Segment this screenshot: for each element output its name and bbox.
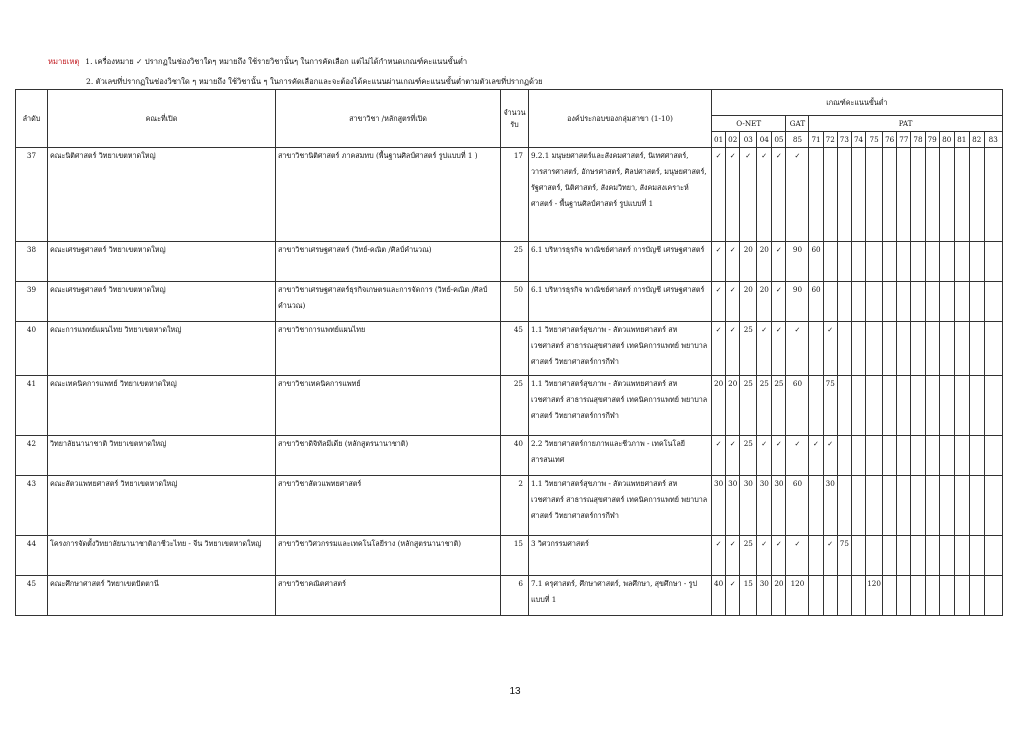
notes-label: หมายเหตุ (48, 57, 80, 66)
seats-cell: 25 (501, 242, 529, 282)
score-column-header: 83 (984, 132, 1002, 148)
score-cell: 20 (740, 242, 757, 282)
seats-cell: 45 (501, 322, 529, 376)
components-cell: 7.1 ครุศาสตร์, ศึกษาศาสตร์, พลศึกษา, สุขศึกษา - รูปแบบที่ 1 (529, 576, 712, 616)
faculty-cell: คณะการแพทย์แผนไทย วิทยาเขตหาดใหญ่ (48, 322, 276, 376)
score-column-header: 74 (851, 132, 865, 148)
faculty-cell: โครงการจัดตั้งวิทยาลัยนานาชาติอาชีวะไทย - จีน วิทยาเขตหาดใหญ่ (48, 536, 276, 576)
score-cell: 25 (740, 376, 757, 436)
score-cell: ✓ (786, 536, 809, 576)
score-cell (851, 148, 865, 242)
score-column-header: 71 (809, 132, 823, 148)
score-cell: 30 (726, 476, 740, 536)
score-cell (809, 148, 823, 242)
row-number: 40 (16, 322, 48, 376)
score-cell (851, 282, 865, 322)
admission-table (15, 89, 1003, 616)
score-cell: 25 (757, 376, 772, 436)
score-cell (823, 148, 837, 242)
score-cell (866, 476, 883, 536)
header-program: สาขาวิชา /หลักสูตรที่เปิด (276, 90, 501, 148)
row-number: 37 (16, 148, 48, 242)
score-cell: 20 (757, 242, 772, 282)
score-cell: 120 (786, 576, 809, 616)
score-cell (969, 148, 984, 242)
score-cell (809, 576, 823, 616)
faculty-cell: คณะนิติศาสตร์ วิทยาเขตหาดใหญ่ (48, 148, 276, 242)
score-cell: ✓ (726, 282, 740, 322)
score-cell: ✓ (757, 536, 772, 576)
score-cell (809, 376, 823, 436)
score-cell (866, 376, 883, 436)
score-cell (984, 148, 1002, 242)
program-cell: สาขาวิชาเทคนิคการแพทย์ (276, 376, 501, 436)
score-cell: 30 (757, 576, 772, 616)
score-cell: 40 (712, 576, 726, 616)
score-cell (925, 282, 939, 322)
score-cell: 30 (823, 476, 837, 536)
header-seats-line2: รับ (510, 119, 519, 129)
score-cell: ✓ (757, 322, 772, 376)
row-number: 39 (16, 282, 48, 322)
score-cell (911, 282, 925, 322)
score-cell (866, 536, 883, 576)
score-cell (897, 376, 911, 436)
table-row (16, 576, 1003, 616)
page-number: 13 (509, 686, 521, 697)
score-cell: 20 (757, 282, 772, 322)
score-cell (984, 322, 1002, 376)
notes (48, 52, 543, 92)
score-cell (939, 242, 954, 282)
score-cell (911, 376, 925, 436)
score-cell (883, 322, 897, 376)
table-row (16, 242, 1003, 282)
score-cell (925, 242, 939, 282)
score-cell (837, 476, 851, 536)
table-row (16, 436, 1003, 476)
score-cell (954, 376, 969, 436)
score-cell (984, 376, 1002, 436)
program-cell: สาขาวิชาสัตวแพทยศาสตร์ (276, 476, 501, 536)
score-cell (984, 242, 1002, 282)
score-cell (837, 148, 851, 242)
note-line-1: 1. เครื่องหมาย ✓ ปรากฏในช่องวิชาใดๆ หมายถึง ใช้รายวิชานั้นๆ ในการคัดเลือก แต่ไม่ได้กำหนดเกณฑ์คะแนนขั้นต่ำ (85, 57, 468, 66)
score-cell (939, 536, 954, 576)
score-cell: 25 (740, 536, 757, 576)
score-cell (851, 376, 865, 436)
row-number: 44 (16, 536, 48, 576)
header-min-score: เกณฑ์คะแนนขั้นต่ำ (712, 90, 1003, 116)
program-cell: สาขาวิชาเศรษฐศาสตร์ธุรกิจเกษตรและการจัดการ (วิทย์-คณิต /ศิลป์คำนวณ) (276, 282, 501, 322)
score-cell (911, 576, 925, 616)
score-cell (911, 536, 925, 576)
score-cell: 25 (740, 436, 757, 476)
score-cell: 20 (726, 376, 740, 436)
components-cell: 2.2 วิทยาศาสตร์กายภาพและชีวภาพ - เทคโนโลยีสารสนเทศ (529, 436, 712, 476)
score-cell (897, 436, 911, 476)
score-cell: ✓ (712, 282, 726, 322)
score-cell (837, 576, 851, 616)
score-cell: 60 (809, 282, 823, 322)
program-cell: สาขาวิชาเศรษฐศาสตร์ (วิทย์-คณิต /ศิลป์คำนวณ) (276, 242, 501, 282)
header-components: องค์ประกอบของกลุ่มสาขา (1-10) (529, 90, 712, 148)
score-cell: ✓ (809, 436, 823, 476)
faculty-cell: คณะเศรษฐศาสตร์ วิทยาเขตหาดใหญ่ (48, 242, 276, 282)
row-number: 41 (16, 376, 48, 436)
score-column-header: 81 (954, 132, 969, 148)
score-cell: 90 (786, 242, 809, 282)
score-cell (969, 436, 984, 476)
score-cell: ✓ (757, 148, 772, 242)
score-cell (809, 322, 823, 376)
score-column-header: 82 (969, 132, 984, 148)
score-cell: 20 (772, 576, 786, 616)
score-cell (866, 148, 883, 242)
score-cell: ✓ (726, 148, 740, 242)
score-cell (883, 476, 897, 536)
score-cell (897, 576, 911, 616)
score-cell (969, 476, 984, 536)
score-cell (897, 242, 911, 282)
score-cell (883, 576, 897, 616)
score-cell (897, 322, 911, 376)
program-cell: สาขาวิชาดิจิทัลมีเดีย (หลักสูตรนานาชาติ) (276, 436, 501, 476)
score-cell (866, 282, 883, 322)
score-cell (851, 242, 865, 282)
score-column-header: 79 (925, 132, 939, 148)
score-cell: ✓ (772, 536, 786, 576)
score-cell (837, 242, 851, 282)
score-cell (883, 376, 897, 436)
seats-cell: 6 (501, 576, 529, 616)
score-cell (954, 242, 969, 282)
score-cell (809, 536, 823, 576)
score-cell: 25 (772, 376, 786, 436)
score-cell: ✓ (772, 282, 786, 322)
score-cell (925, 576, 939, 616)
score-cell (954, 576, 969, 616)
score-cell: ✓ (772, 242, 786, 282)
note-line-2: 2. ตัวเลขที่ปรากฏในช่องวิชาใด ๆ หมายถึง ใช้วิชานั้น ๆ ในการคัดเลือกและจะต้องได้คะแนนผ่านเกณฑ์คะแนนขั้นต่ำตามตัวเลขที่ปรากฏด้วย (86, 77, 543, 86)
score-cell (969, 376, 984, 436)
score-cell (911, 322, 925, 376)
score-cell (883, 148, 897, 242)
row-number: 42 (16, 436, 48, 476)
score-cell (851, 536, 865, 576)
score-cell (954, 436, 969, 476)
score-cell: ✓ (823, 322, 837, 376)
score-cell (911, 436, 925, 476)
faculty-cell: คณะศึกษาศาสตร์ วิทยาเขตปัตตานี (48, 576, 276, 616)
score-cell (883, 282, 897, 322)
score-cell: ✓ (772, 436, 786, 476)
score-column-header: 01 (712, 132, 726, 148)
header-seats (501, 90, 529, 148)
score-cell (925, 436, 939, 476)
faculty-cell: คณะเทคนิคการแพทย์ วิทยาเขตหาดใหญ่ (48, 376, 276, 436)
score-cell (837, 436, 851, 476)
score-cell: ✓ (712, 148, 726, 242)
score-cell (866, 436, 883, 476)
score-column-header: 75 (866, 132, 883, 148)
score-cell (925, 148, 939, 242)
score-cell: ✓ (712, 436, 726, 476)
score-cell: 90 (786, 282, 809, 322)
score-cell: ✓ (772, 322, 786, 376)
row-number: 38 (16, 242, 48, 282)
components-cell: 1.1 วิทยาศาสตร์สุขภาพ - สัตวแพทยศาสตร์ สหเวชศาสตร์ สาธารณสุขศาสตร์ เทคนิคการแพทย์ พยาบาลศาสตร์ วิทยาศาสตร์การกีฬา (529, 322, 712, 376)
header-faculty: คณะที่เปิด (48, 90, 276, 148)
score-cell (984, 476, 1002, 536)
score-column-header: 78 (911, 132, 925, 148)
components-cell: 6.1 บริหารธุรกิจ พาณิชย์ศาสตร์ การบัญชี เศรษฐศาสตร์ (529, 282, 712, 322)
score-column-header: 76 (883, 132, 897, 148)
score-cell (883, 242, 897, 282)
score-cell: 30 (772, 476, 786, 536)
score-cell (837, 322, 851, 376)
score-cell (911, 476, 925, 536)
faculty-cell: คณะเศรษฐศาสตร์ วิทยาเขตหาดใหญ่ (48, 282, 276, 322)
score-cell: ✓ (823, 536, 837, 576)
score-cell (939, 148, 954, 242)
score-cell: 120 (866, 576, 883, 616)
program-cell: สาขาวิชาวิศวกรรมและเทคโนโลยีราง (หลักสูตรนานาชาติ) (276, 536, 501, 576)
score-column-header: 02 (726, 132, 740, 148)
score-cell (883, 536, 897, 576)
table-row (16, 282, 1003, 322)
score-cell: ✓ (772, 148, 786, 242)
score-cell (925, 322, 939, 376)
score-cell: 15 (740, 576, 757, 616)
score-cell: ✓ (726, 436, 740, 476)
components-cell: 1.1 วิทยาศาสตร์สุขภาพ - สัตวแพทยศาสตร์ สหเวชศาสตร์ สาธารณสุขศาสตร์ เทคนิคการแพทย์ พยาบาลศาสตร์ วิทยาศาสตร์การกีฬา (529, 476, 712, 536)
score-cell: 60 (809, 242, 823, 282)
score-cell: ✓ (786, 322, 809, 376)
faculty-cell: คณะสัตวแพทยศาสตร์ วิทยาเขตหาดใหญ่ (48, 476, 276, 536)
score-column-header: 03 (740, 132, 757, 148)
score-cell: 60 (786, 376, 809, 436)
program-cell: สาขาวิชาคณิตศาสตร์ (276, 576, 501, 616)
row-number: 45 (16, 576, 48, 616)
score-cell (939, 476, 954, 536)
score-cell: ✓ (726, 322, 740, 376)
score-column-header: 05 (772, 132, 786, 148)
score-cell (939, 322, 954, 376)
header-no: ลำดับ (16, 90, 48, 148)
score-cell: 60 (786, 476, 809, 536)
score-cell (939, 376, 954, 436)
score-cell (866, 322, 883, 376)
score-cell: 30 (712, 476, 726, 536)
score-cell (823, 576, 837, 616)
components-cell: 3 วิศวกรรมศาสตร์ (529, 536, 712, 576)
score-cell (925, 476, 939, 536)
seats-cell: 25 (501, 376, 529, 436)
score-cell (883, 436, 897, 476)
score-cell: ✓ (786, 436, 809, 476)
score-cell (969, 242, 984, 282)
score-cell (939, 576, 954, 616)
score-cell (954, 322, 969, 376)
score-cell (851, 322, 865, 376)
score-cell (969, 282, 984, 322)
score-cell (897, 148, 911, 242)
score-column-header: 77 (897, 132, 911, 148)
components-cell: 1.1 วิทยาศาสตร์สุขภาพ - สัตวแพทยศาสตร์ สหเวชศาสตร์ สาธารณสุขศาสตร์ เทคนิคการแพทย์ พยาบาลศาสตร์ วิทยาศาสตร์การกีฬา (529, 376, 712, 436)
score-cell (969, 536, 984, 576)
score-cell (925, 376, 939, 436)
score-cell (851, 476, 865, 536)
program-cell: สาขาวิชานิติศาสตร์ ภาคสมทบ (พื้นฐานศิลป์ศาสตร์ รูปแบบที่ 1 ) (276, 148, 501, 242)
score-cell (925, 536, 939, 576)
seats-cell: 15 (501, 536, 529, 576)
score-cell: ✓ (726, 576, 740, 616)
header-seats-line1: จำนวน (503, 107, 526, 117)
score-cell: 30 (757, 476, 772, 536)
score-column-header: 73 (837, 132, 851, 148)
score-cell: 75 (823, 376, 837, 436)
score-cell (851, 576, 865, 616)
table-row (16, 148, 1003, 242)
score-cell (837, 376, 851, 436)
score-cell (939, 282, 954, 322)
score-cell (954, 282, 969, 322)
table-row (16, 536, 1003, 576)
seats-cell: 40 (501, 436, 529, 476)
score-cell (866, 242, 883, 282)
score-cell: ✓ (823, 436, 837, 476)
seats-cell: 2 (501, 476, 529, 536)
score-cell: 20 (712, 376, 726, 436)
header-onet: O-NET (712, 116, 786, 132)
score-cell (851, 436, 865, 476)
score-cell (969, 322, 984, 376)
score-cell (897, 282, 911, 322)
score-cell: 25 (740, 322, 757, 376)
score-column-header: 80 (939, 132, 954, 148)
score-column-header: 85 (786, 132, 809, 148)
seats-cell: 50 (501, 282, 529, 322)
components-cell: 6.1 บริหารธุรกิจ พาณิชย์ศาสตร์ การบัญชี เศรษฐศาสตร์ (529, 242, 712, 282)
header-gat: GAT (786, 116, 809, 132)
table-row (16, 476, 1003, 536)
program-cell: สาขาวิชาการแพทย์แผนไทย (276, 322, 501, 376)
score-cell: 30 (740, 476, 757, 536)
score-cell (897, 476, 911, 536)
score-cell (939, 436, 954, 476)
table-row (16, 376, 1003, 436)
components-cell: 9.2.1 มนุษยศาสตร์และสังคมศาสตร์, นิเทศศาสตร์, วารสารศาสตร์, อักษรศาสตร์, ศิลปศาสตร์, มนุษยศาสตร์, รัฐศาสตร์, นิติศาสตร์, สังคมวิทยา, สังคมสงเคราะห์ศาสตร์ - พื้นฐานศิลป์ศาสตร์ รูปแบบที่ 1 (529, 148, 712, 242)
score-cell (823, 282, 837, 322)
score-cell: ✓ (712, 242, 726, 282)
score-cell (897, 536, 911, 576)
score-cell (911, 148, 925, 242)
score-cell: ✓ (740, 148, 757, 242)
score-cell (823, 242, 837, 282)
faculty-cell: วิทยาลัยนานาชาติ วิทยาเขตหาดใหญ่ (48, 436, 276, 476)
header-pat: PAT (809, 116, 1002, 132)
score-cell: ✓ (726, 536, 740, 576)
score-column-header: 72 (823, 132, 837, 148)
score-cell (809, 476, 823, 536)
score-column-header: 04 (757, 132, 772, 148)
score-cell: 75 (837, 536, 851, 576)
score-cell (954, 536, 969, 576)
score-cell: ✓ (726, 242, 740, 282)
score-cell (954, 148, 969, 242)
score-cell (954, 476, 969, 536)
score-cell: ✓ (712, 536, 726, 576)
score-cell (911, 242, 925, 282)
score-cell: ✓ (786, 148, 809, 242)
score-cell: ✓ (757, 436, 772, 476)
score-cell (984, 536, 1002, 576)
score-cell: ✓ (712, 322, 726, 376)
table-row (16, 322, 1003, 376)
seats-cell: 17 (501, 148, 529, 242)
score-cell (984, 282, 1002, 322)
row-number: 43 (16, 476, 48, 536)
score-cell (837, 282, 851, 322)
score-cell (984, 436, 1002, 476)
score-cell (969, 576, 984, 616)
score-cell (984, 576, 1002, 616)
score-cell: 20 (740, 282, 757, 322)
